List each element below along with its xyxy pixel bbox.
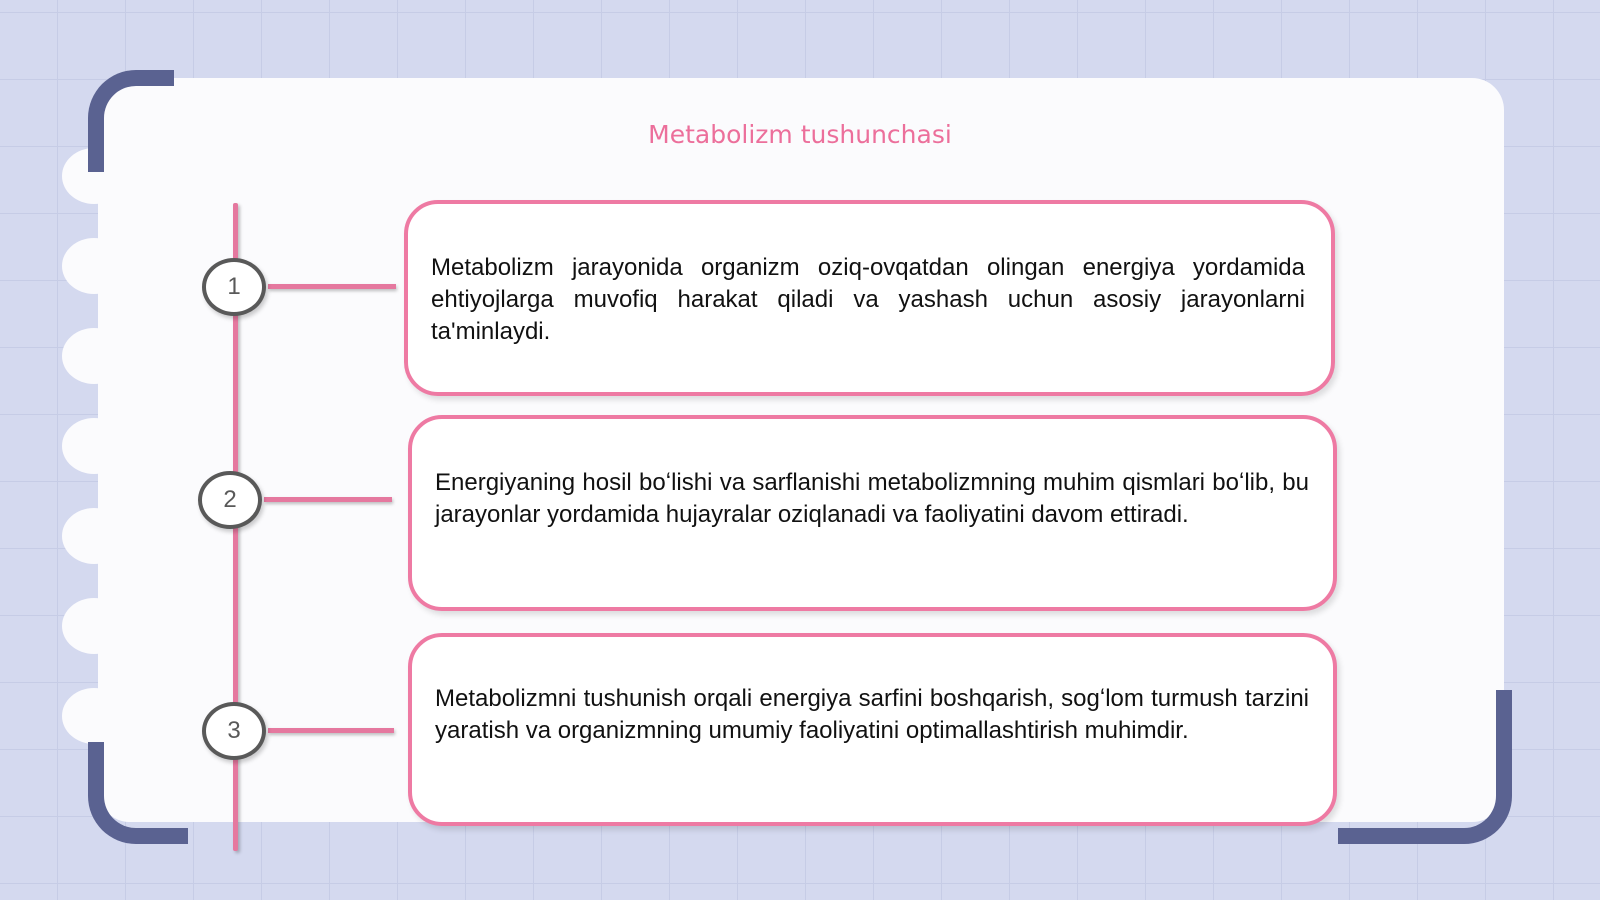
info-text-1: Metabolizm jarayonida organizm oziq-ovqatdan olingan energiya yordamida ehtiyojlarga muvofiq harakat qiladi va yashash uchun asosiy jarayonlarni ta'minlaydi. [431,254,1305,345]
slide-title: Metabolizm tushunchasi [648,120,952,149]
timeline-connector [264,497,392,502]
card-scallop [62,418,126,474]
card-scallop [62,328,126,384]
corner-bracket-bottom-left [88,742,188,844]
info-text-3: Metabolizmni tushunish orqali energiya sarfini boshqarish, sogʻlom turmush tarzini yaratish va organizmning umumiy faoliyatini optimallashtirish muhimdir. [435,685,1309,744]
timeline-marker-2: 2 [198,471,262,529]
timeline-connector [268,284,396,289]
card-scallop [62,238,126,294]
card-scallop [62,598,126,654]
timeline-connector [268,728,394,733]
info-text-2: Energiyaning hosil boʻlishi va sarflanishi metabolizmning muhim qismlari boʻlib, bu jarayonlar yordamida hujayralar oziqlanadi va faoliyatini davom ettiradi. [435,469,1309,528]
card-scallop [62,508,126,564]
corner-bracket-bottom-right [1338,690,1512,844]
timeline-marker-1: 1 [202,258,266,316]
card-scallop [62,688,126,744]
timeline-marker-3: 3 [202,702,266,760]
